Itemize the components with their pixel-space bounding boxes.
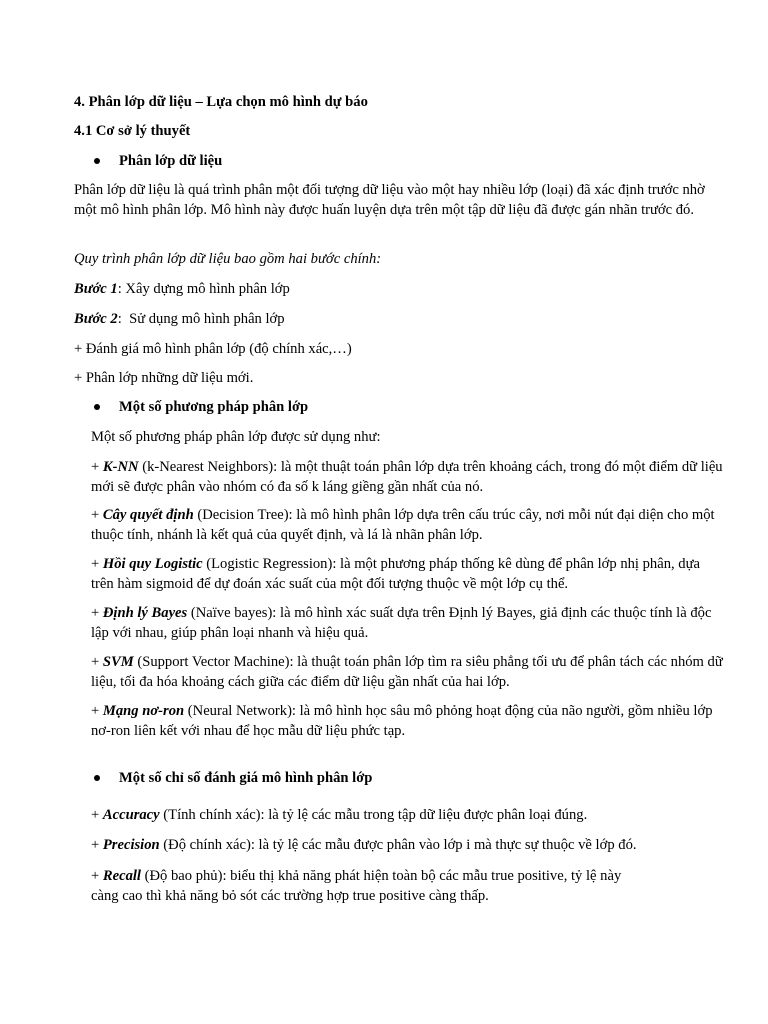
method-item <box>91 554 724 594</box>
step-2-label: Bước 2 <box>74 311 118 327</box>
substep-classify: + Phân lớp những dữ liệu mới. <box>74 370 254 386</box>
subheading: 4.1 Cơ sở lý thuyết <box>74 123 191 139</box>
method-desc: (Support Vector Machine): là thuật toán phân lớp tìm ra siêu phẳng tối ưu để phân tách các nhóm dữ liệu, tối đa hóa khoảng cách giữa các điểm dữ liệu gần nhất của hai lớp. <box>91 654 723 690</box>
method-name: Cây quyết định <box>102 507 194 523</box>
method-prefix: + <box>91 654 103 670</box>
method-item <box>91 457 724 497</box>
method-desc: (Logistic Regression): là một phương pháp thống kê dùng để phân lớp nhị phân, dựa trên hàm sigmoid để dự đoán xác suất của một đối tượng thuộc về một lớp cụ thể. <box>91 556 700 592</box>
metric-desc: (Độ chính xác): là tỷ lệ các mẫu được phân vào lớp i mà thực sự thuộc về lớp đó. <box>159 837 637 853</box>
metric-item <box>91 835 724 855</box>
bullet-metrics: Một số chỉ số đánh giá mô hình phân lớp <box>119 770 373 786</box>
method-prefix: + <box>91 507 103 523</box>
method-item <box>91 505 724 545</box>
metric-name: Accuracy <box>102 807 160 823</box>
intro-paragraph: Phân lớp dữ liệu là quá trình phân một đối tượng dữ liệu vào một hay nhiều lớp (loại) đã xác định trước nhờ một mô hình phân lớp. Mô hình này được huấn luyện dựa trên một tập dữ liệu đã được gán nhãn trước đó. <box>74 182 705 218</box>
method-item <box>91 701 724 741</box>
bullet-dot <box>94 158 100 164</box>
method-prefix: + <box>91 703 103 719</box>
step-1-label: Bước 1 <box>74 281 118 297</box>
metric-prefix: + <box>91 868 103 884</box>
metric-name: Recall <box>102 868 141 884</box>
metric-name: Precision <box>102 837 160 853</box>
bullet-dot <box>94 775 100 781</box>
metric-prefix: + <box>91 837 103 853</box>
method-name: Mạng nơ-ron <box>102 703 185 719</box>
metric-desc: (Độ bao phủ): biểu thị khả năng phát hiện toàn bộ các mẫu true positive, tỷ lệ này càng cao thì khả năng bỏ sót các trường hợp true positive càng thấp. <box>91 868 622 904</box>
substep-evaluate: + Đánh giá mô hình phân lớp (độ chính xác,…) <box>74 341 352 357</box>
method-desc: (k-Nearest Neighbors): là một thuật toán phân lớp dựa trên khoảng cách, trong đó một điểm dữ liệu mới sẽ được phân vào nhóm có đa số k láng giềng gần nhất của nó. <box>91 459 723 495</box>
metric-item <box>91 805 724 825</box>
process-intro: Quy trình phân lớp dữ liệu bao gồm hai bước chính: <box>74 251 382 267</box>
step-1 <box>74 279 724 299</box>
method-prefix: + <box>91 556 103 572</box>
method-name: K-NN <box>102 459 139 475</box>
methods-intro: Một số phương pháp phân lớp được sử dụng như: <box>91 429 381 445</box>
method-name: Hồi quy Logistic <box>102 556 203 572</box>
heading: 4. Phân lớp dữ liệu – Lựa chọn mô hình dự báo <box>74 94 368 110</box>
method-desc: (Decision Tree): là mô hình phân lớp dựa trên cấu trúc cây, nơi mỗi nút đại diện cho một thuộc tính, nhánh là kết quả của quyết định, và lá là nhãn phân lớp. <box>91 507 715 543</box>
step-2 <box>74 309 724 329</box>
bullet-classification: Phân lớp dữ liệu <box>119 153 223 169</box>
step-2-text: : Sử dụng mô hình phân lớp <box>117 311 285 327</box>
metric-prefix: + <box>91 807 103 823</box>
metric-item <box>91 866 628 906</box>
method-desc: (Neural Network): là mô hình học sâu mô phỏng hoạt động của não người, gồm nhiều lớp nơ-ron liên kết với nhau để học mẫu dữ liệu phức tạp. <box>91 703 713 739</box>
method-item <box>91 652 724 692</box>
method-desc: (Naïve bayes): là mô hình xác suất dựa trên Định lý Bayes, giả định các thuộc tính là độc lập với nhau, giúp phân loại nhanh và hiệu quả. <box>91 605 712 641</box>
metric-desc: (Tính chính xác): là tỷ lệ các mẫu trong tập dữ liệu được phân loại đúng. <box>159 807 588 823</box>
method-prefix: + <box>91 605 103 621</box>
bullet-methods: Một số phương pháp phân lớp <box>119 399 309 415</box>
method-name: Định lý Bayes <box>102 605 188 621</box>
bullet-dot <box>94 404 100 410</box>
method-item <box>91 603 724 643</box>
step-1-text: : Xây dựng mô hình phân lớp <box>117 281 290 297</box>
method-name: SVM <box>102 654 134 670</box>
method-prefix: + <box>91 459 103 475</box>
